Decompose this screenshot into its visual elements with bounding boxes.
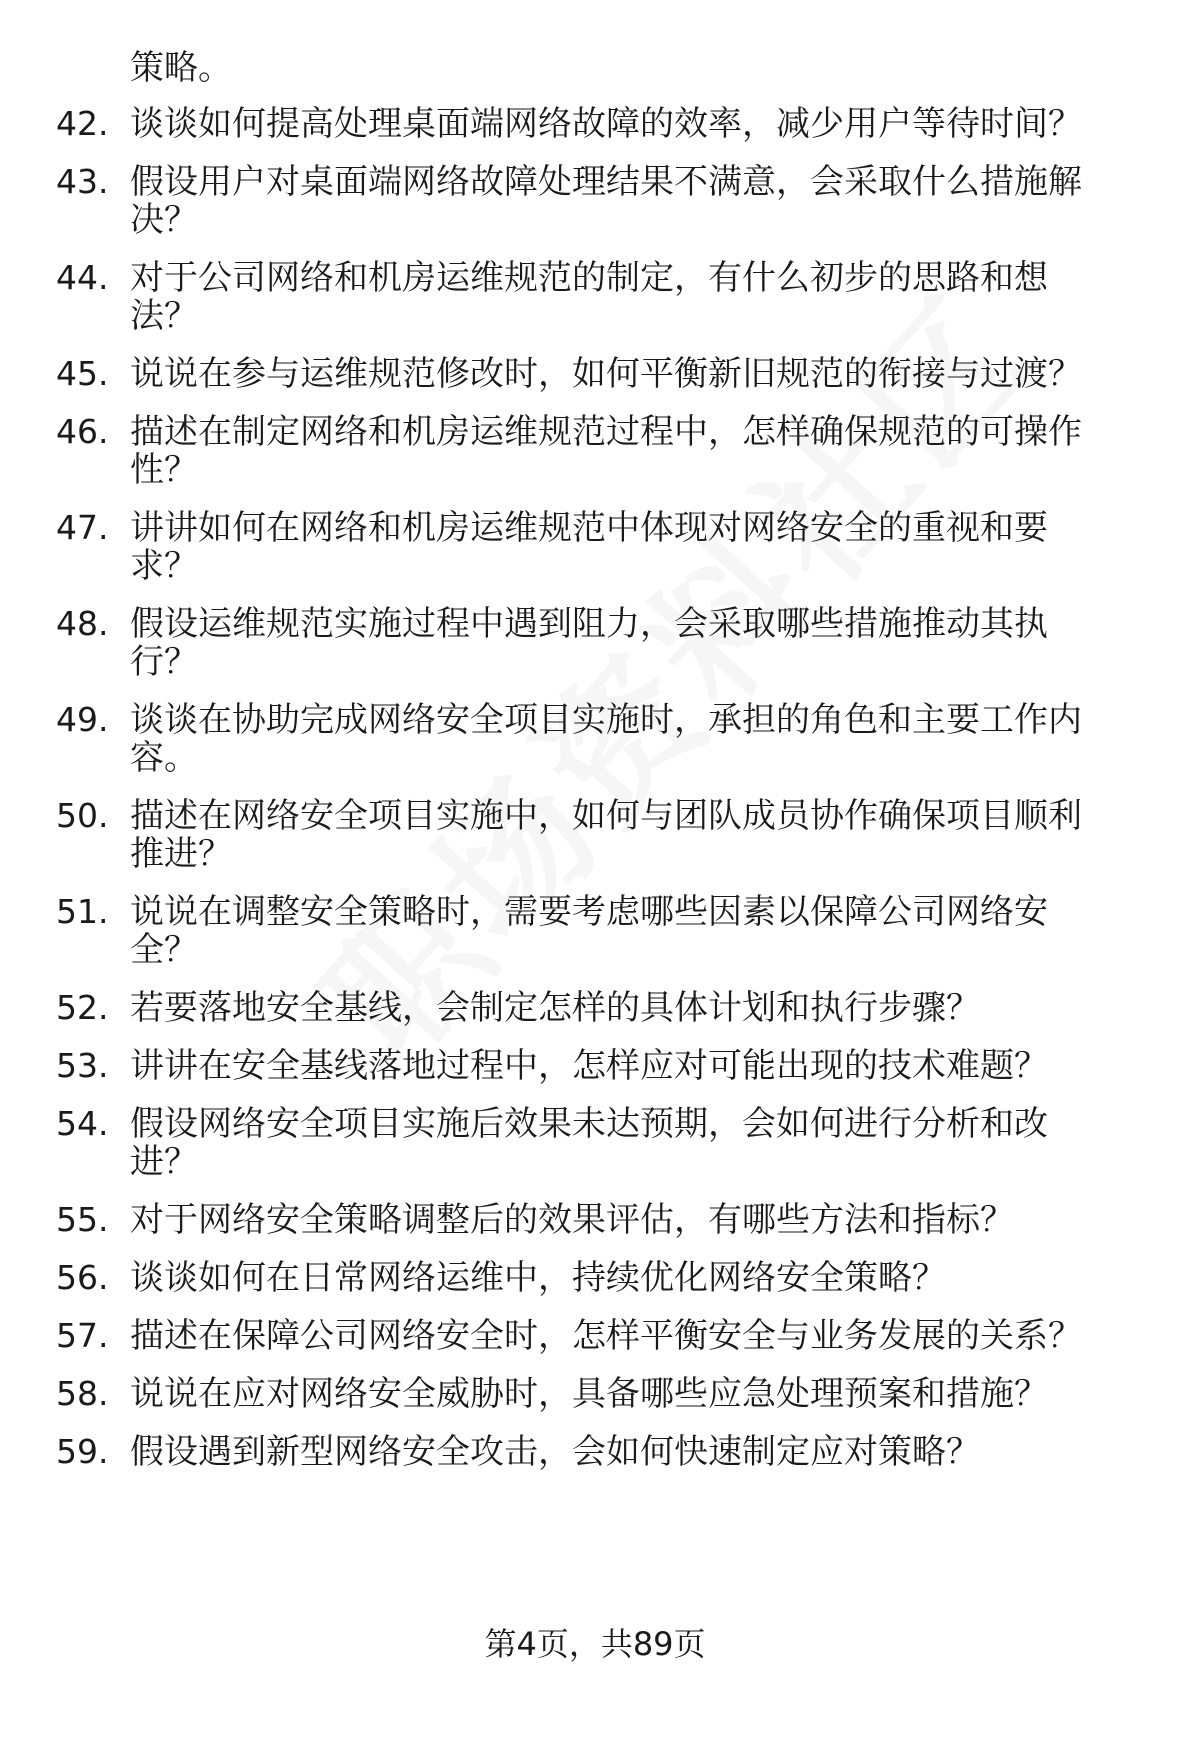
page-footer: 第4页，共89页 [484, 1625, 706, 1663]
question-text: 假设运维规范实施过程中遇到阻力，会采取哪些措施推动其执 [130, 604, 1048, 644]
question-item-line [0, 639, 1190, 685]
question-number: 58. [56, 1374, 109, 1413]
question-text: 说说在参与运维规范修改时，如何平衡新旧规范的衔接与过渡？ [130, 354, 1082, 394]
question-item-line [0, 351, 1190, 397]
question-item-line [0, 447, 1190, 493]
question-item-line [0, 293, 1190, 339]
question-item-line [0, 1313, 1190, 1359]
continuation-text: 策略。 [130, 48, 232, 88]
question-text: 描述在制定网络和机房运维规范过程中，怎样确保规范的可操作 [130, 412, 1082, 452]
question-item-line [0, 1255, 1190, 1301]
question-number: 54. [56, 1104, 109, 1143]
question-item-line [0, 543, 1190, 589]
question-text: 假设遇到新型网络安全攻击，会如何快速制定应对策略？ [130, 1432, 980, 1472]
question-number: 53. [56, 1046, 109, 1085]
question-text: 描述在保障公司网络安全时，怎样平衡安全与业务发展的关系？ [130, 1316, 1082, 1356]
question-item-line [0, 1197, 1190, 1243]
question-item-line [0, 1429, 1190, 1475]
question-text: 讲讲在安全基线落地过程中，怎样应对可能出现的技术难题？ [130, 1046, 1048, 1086]
question-number: 56. [56, 1258, 109, 1297]
question-text: 说说在调整安全策略时，需要考虑哪些因素以保障公司网络安 [130, 892, 1048, 932]
question-text: 求？ [130, 546, 198, 586]
question-item-line [0, 985, 1190, 1031]
question-number: 43. [56, 162, 109, 201]
question-text: 说说在应对网络安全威胁时，具备哪些应急处理预案和措施？ [130, 1374, 1048, 1414]
question-number: 57. [56, 1316, 109, 1355]
question-text: 法？ [130, 296, 198, 336]
question-number: 52. [56, 988, 109, 1027]
question-text: 推进？ [130, 834, 232, 874]
question-text: 决？ [130, 200, 198, 240]
question-text: 讲讲如何在网络和机房运维规范中体现对网络安全的重视和要 [130, 508, 1048, 548]
question-item-line [0, 1371, 1190, 1417]
question-number: 48. [56, 604, 109, 643]
question-text: 描述在网络安全项目实施中，如何与团队成员协作确保项目顺利 [130, 796, 1082, 836]
question-number: 42. [56, 104, 109, 143]
question-text: 假设网络安全项目实施后效果未达预期，会如何进行分析和改 [130, 1104, 1048, 1144]
question-number: 45. [56, 354, 109, 393]
question-number: 49. [56, 700, 109, 739]
question-text: 进？ [130, 1142, 198, 1182]
question-text: 对于网络安全策略调整后的效果评估，有哪些方法和指标？ [130, 1200, 1014, 1240]
question-text: 谈谈在协助完成网络安全项目实施时，承担的角色和主要工作内 [130, 700, 1082, 740]
question-item-line [0, 1043, 1190, 1089]
question-number: 50. [56, 796, 109, 835]
question-text: 若要落地安全基线，会制定怎样的具体计划和执行步骤？ [130, 988, 980, 1028]
question-number: 59. [56, 1432, 109, 1471]
question-number: 51. [56, 892, 109, 931]
question-item-line [0, 101, 1190, 147]
continuation-line [0, 45, 1190, 91]
question-item-line [0, 831, 1190, 877]
question-item-line [0, 1139, 1190, 1185]
question-text: 谈谈如何提高处理桌面端网络故障的效率，减少用户等待时间？ [130, 104, 1082, 144]
question-text: 容。 [130, 738, 198, 778]
question-number: 46. [56, 412, 109, 451]
question-text: 假设用户对桌面端网络故障处理结果不满意，会采取什么措施解 [130, 162, 1082, 202]
question-item-line [0, 197, 1190, 243]
question-text: 对于公司网络和机房运维规范的制定，有什么初步的思路和想 [130, 258, 1048, 298]
question-number: 44. [56, 258, 109, 297]
question-item-line [0, 927, 1190, 973]
question-number: 55. [56, 1200, 109, 1239]
question-text: 性？ [130, 450, 198, 490]
question-text: 全？ [130, 930, 198, 970]
question-text: 谈谈如何在日常网络运维中，持续优化网络安全策略？ [130, 1258, 946, 1298]
question-item-line [0, 735, 1190, 781]
question-number: 47. [56, 508, 109, 547]
question-text: 行？ [130, 642, 198, 682]
